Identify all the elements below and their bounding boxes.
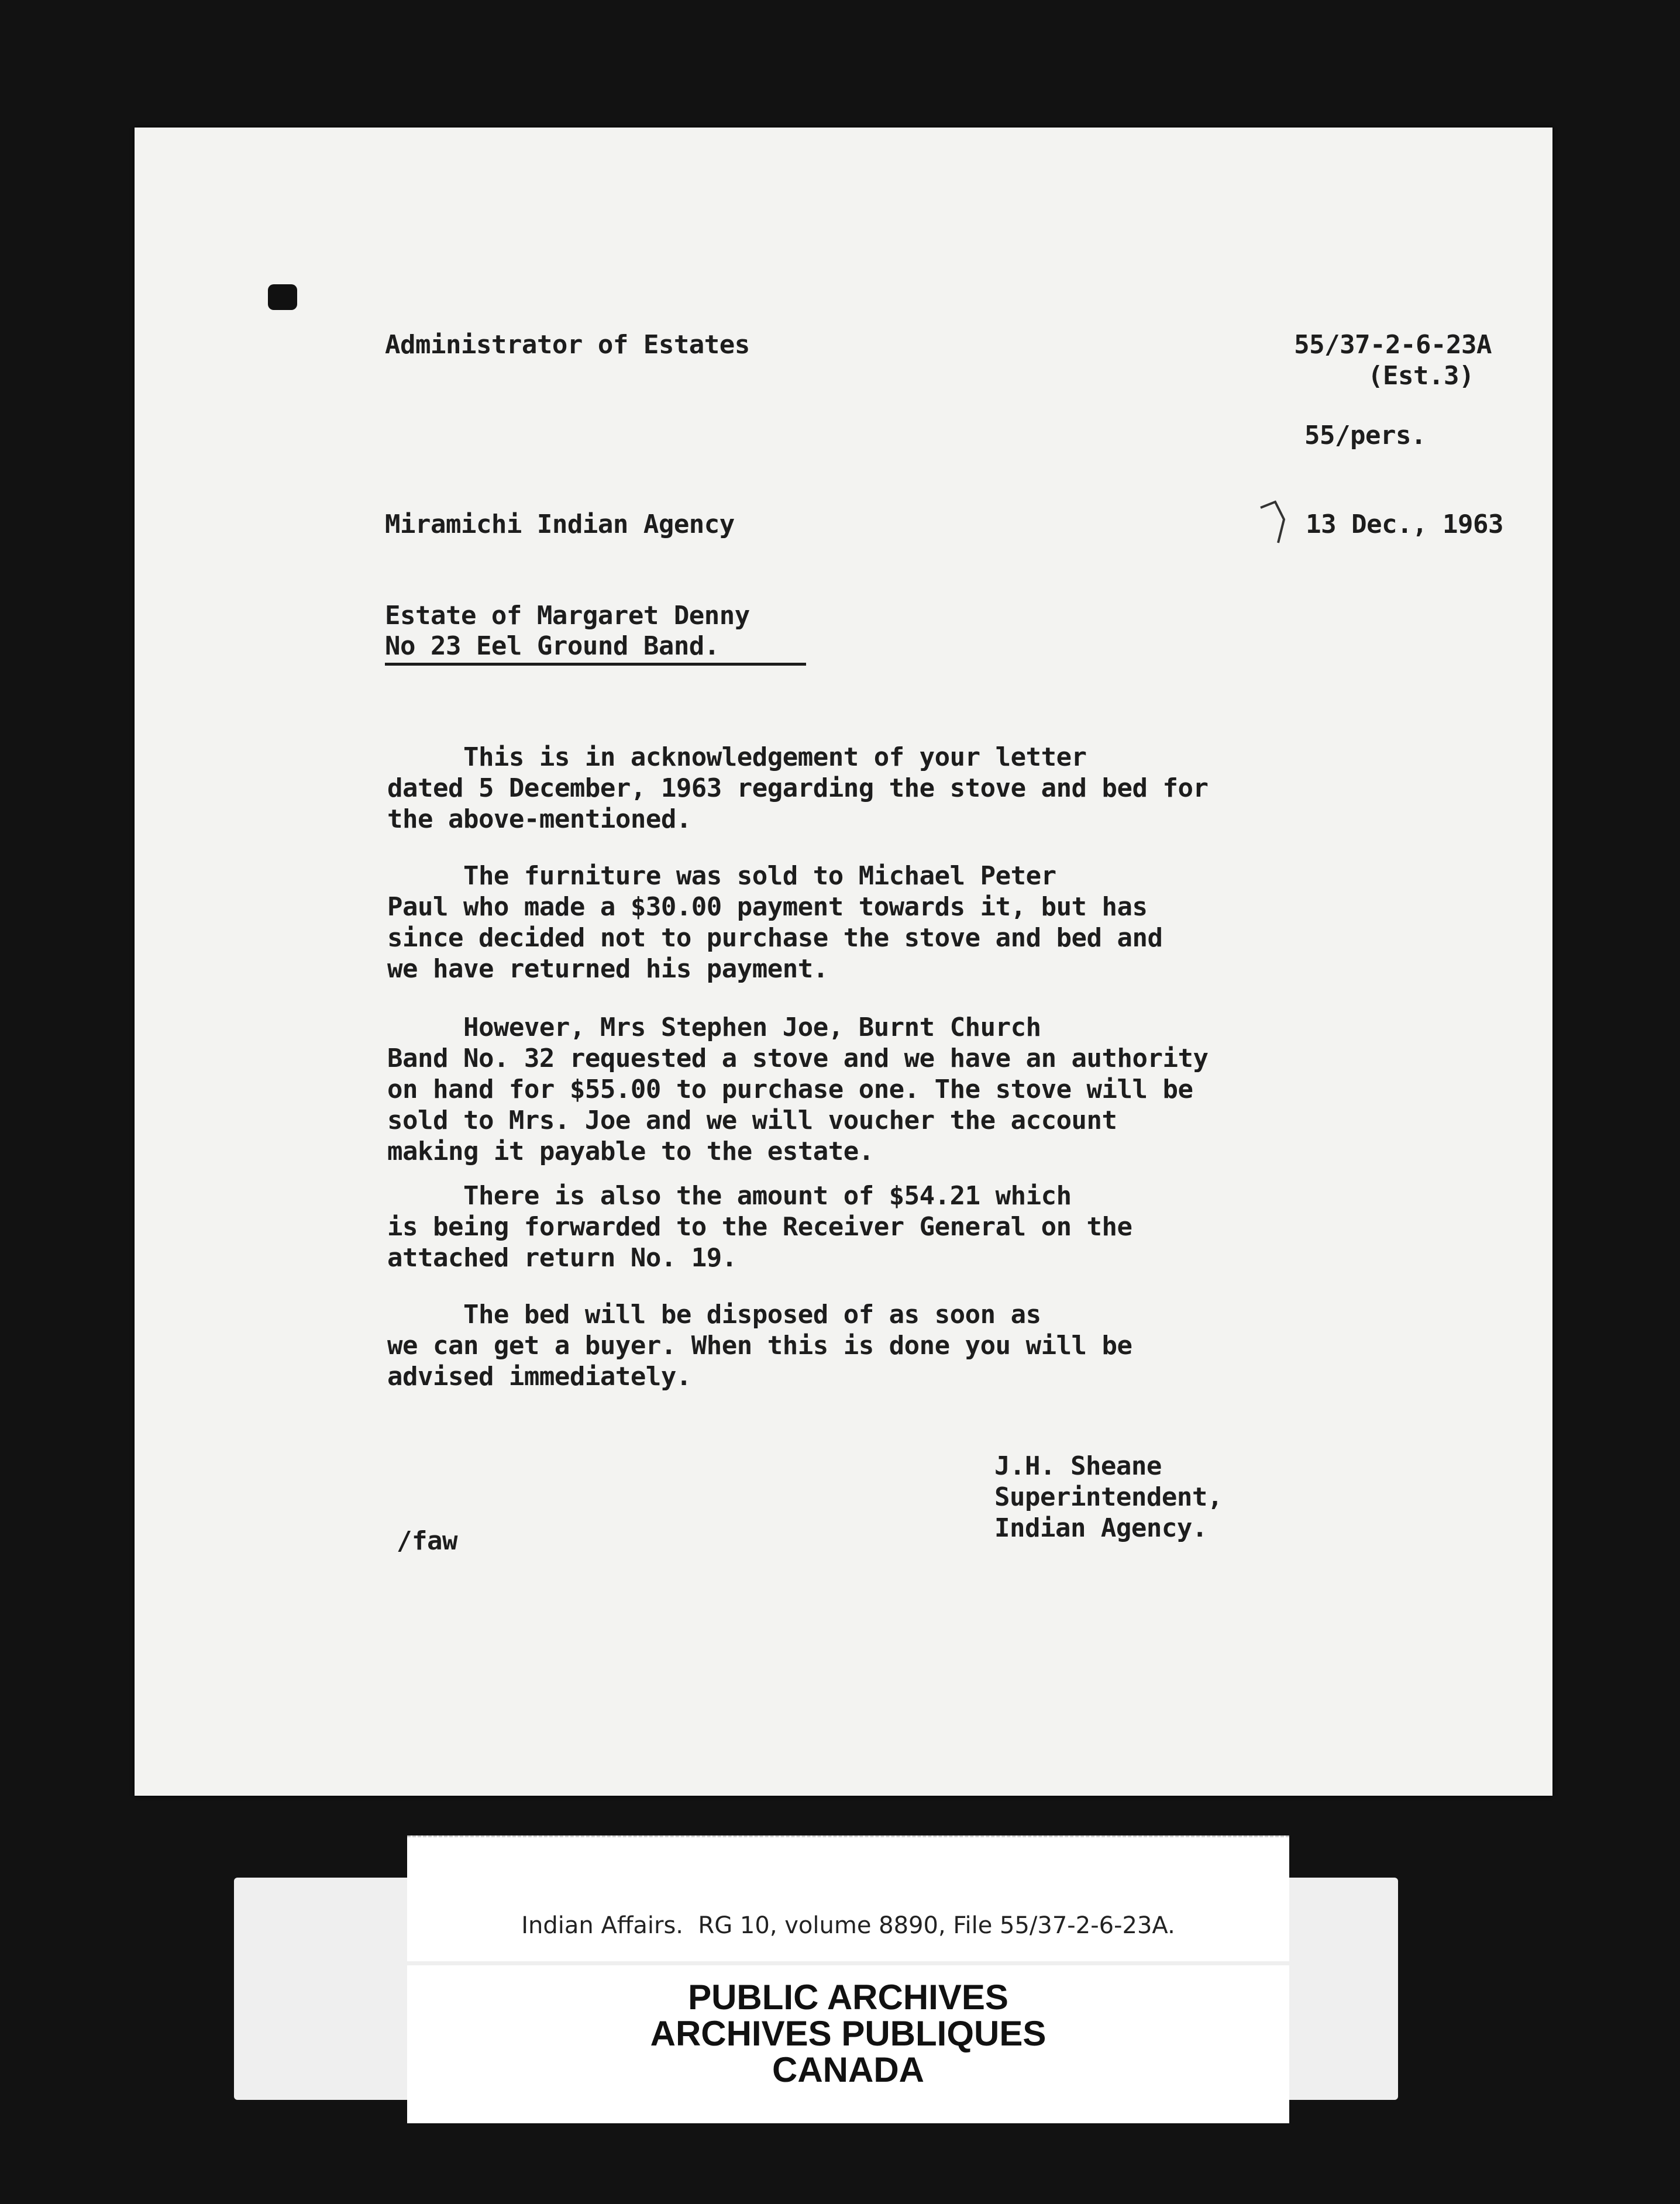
paragraph-amount [387, 1180, 1499, 1273]
paragraph-line: is being forwarded to the Receiver General on the [387, 1212, 1132, 1242]
paragraph-acknowledgement [387, 742, 1499, 835]
paragraph-bed [387, 1299, 1499, 1392]
paragraph-line: since decided not to purchase the stove and bed and [387, 923, 1163, 953]
header-administrator: Administrator of Estates [385, 330, 750, 360]
paragraph-line: Paul who made a $30.00 payment towards it, but has [387, 892, 1148, 922]
letter-date: 13 Dec., 1963 [1306, 509, 1503, 539]
archives-line-english: PUBLIC ARCHIVES [688, 1978, 1008, 2017]
archives-line-french: ARCHIVES PUBLIQUES [650, 2014, 1046, 2053]
agency-name: Miramichi Indian Agency [385, 509, 735, 539]
paragraph-line: This is in acknowledgement of your letter [387, 742, 1087, 772]
paragraph-line: attached return No. 19. [387, 1243, 737, 1273]
paragraph-line: we have returned his payment. [387, 954, 828, 984]
paragraph-line: on hand for $55.00 to purchase one. The stove will be [387, 1075, 1193, 1104]
subject-band: No 23 Eel Ground Band. [385, 631, 806, 666]
paragraph-line: The bed will be disposed of as soon as [387, 1300, 1041, 1330]
archives-line-country: CANADA [772, 2050, 924, 2089]
paragraph-line: Band No. 32 requested a stove and we have an authority [387, 1044, 1209, 1073]
typist-initials: /faw [397, 1526, 457, 1556]
paragraph-line: advised immediately. [387, 1362, 691, 1392]
paragraph-line: There is also the amount of $54.21 which [387, 1181, 1072, 1211]
initials-reference: 55/pers. [1304, 421, 1426, 450]
paragraph-line: making it payable to the estate. [387, 1137, 874, 1166]
signature-title: Superintendent, [994, 1482, 1223, 1512]
paragraph-line: we can get a buyer. When this is done you will be [387, 1331, 1132, 1361]
paragraph-line: sold to Mrs. Joe and we will voucher the account [387, 1106, 1117, 1135]
signature-name: J.H. Sheane [994, 1451, 1162, 1481]
paragraph-line: However, Mrs Stephen Joe, Burnt Church [387, 1013, 1041, 1042]
paragraph-line: dated 5 December, 1963 regarding the stove and bed for [387, 773, 1209, 803]
subject-estate: Estate of Margaret Denny [385, 601, 750, 631]
paragraph-line: the above-mentioned. [387, 804, 691, 834]
reference-slip [407, 1835, 1289, 1961]
letter-sheet [135, 128, 1552, 1796]
archives-stamp [407, 1965, 1289, 2123]
archive-reference: Indian Affairs. RG 10, volume 8890, File 55/37-2-6-23A. [521, 1912, 1175, 1939]
file-suffix: (Est.3) [1368, 361, 1474, 391]
file-number: 55/37-2-6-23A [1294, 330, 1492, 360]
paragraph-furniture [387, 860, 1499, 984]
signature-agency: Indian Agency. [994, 1513, 1207, 1543]
punch-hole [268, 284, 297, 310]
paragraph-stove [387, 1012, 1499, 1167]
paragraph-line: The furniture was sold to Michael Peter [387, 861, 1056, 891]
